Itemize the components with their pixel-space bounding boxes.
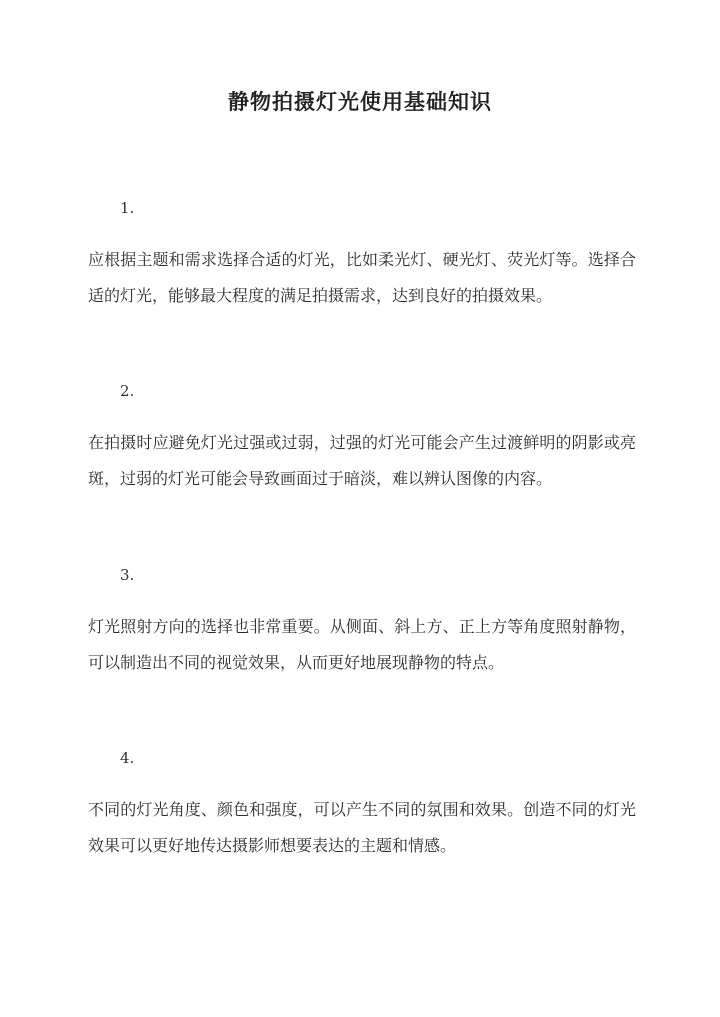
section-number: 3. [120,566,135,584]
section-paragraph: 在拍摄时应避免灯光过强或过弱，过强的灯光可能会产生过渡鲜明的阴影或亮斑，过弱的灯光可能会导致画面过于暗淡，难以辨认图像的内容。 [88,433,636,488]
section-4 [88,748,636,864]
section-paragraph: 灯光照射方向的选择也非常重要。从侧面、斜上方、正上方等角度照射静物，可以制造出不同的视觉效果，从而更好地展现静物的特点。 [88,617,636,672]
section-paragraph: 应根据主题和需求选择合适的灯光，比如柔光灯、硬光灯、荧光灯等。选择合适的灯光，能够最大程度的满足拍摄需求，达到良好的拍摄效果。 [88,250,636,305]
section-2 [88,381,636,497]
section-1 [88,198,636,314]
section-number: 1. [120,199,135,217]
section-number: 4. [120,749,135,767]
section-number: 2. [120,382,135,400]
document-title: 静物拍摄灯光使用基础知识 [228,89,492,114]
section-paragraph: 不同的灯光角度、颜色和强度，可以产生不同的氛围和效果。创造不同的灯光效果可以更好地传达摄影师想要表达的主题和情感。 [88,800,636,855]
section-3 [88,565,636,681]
